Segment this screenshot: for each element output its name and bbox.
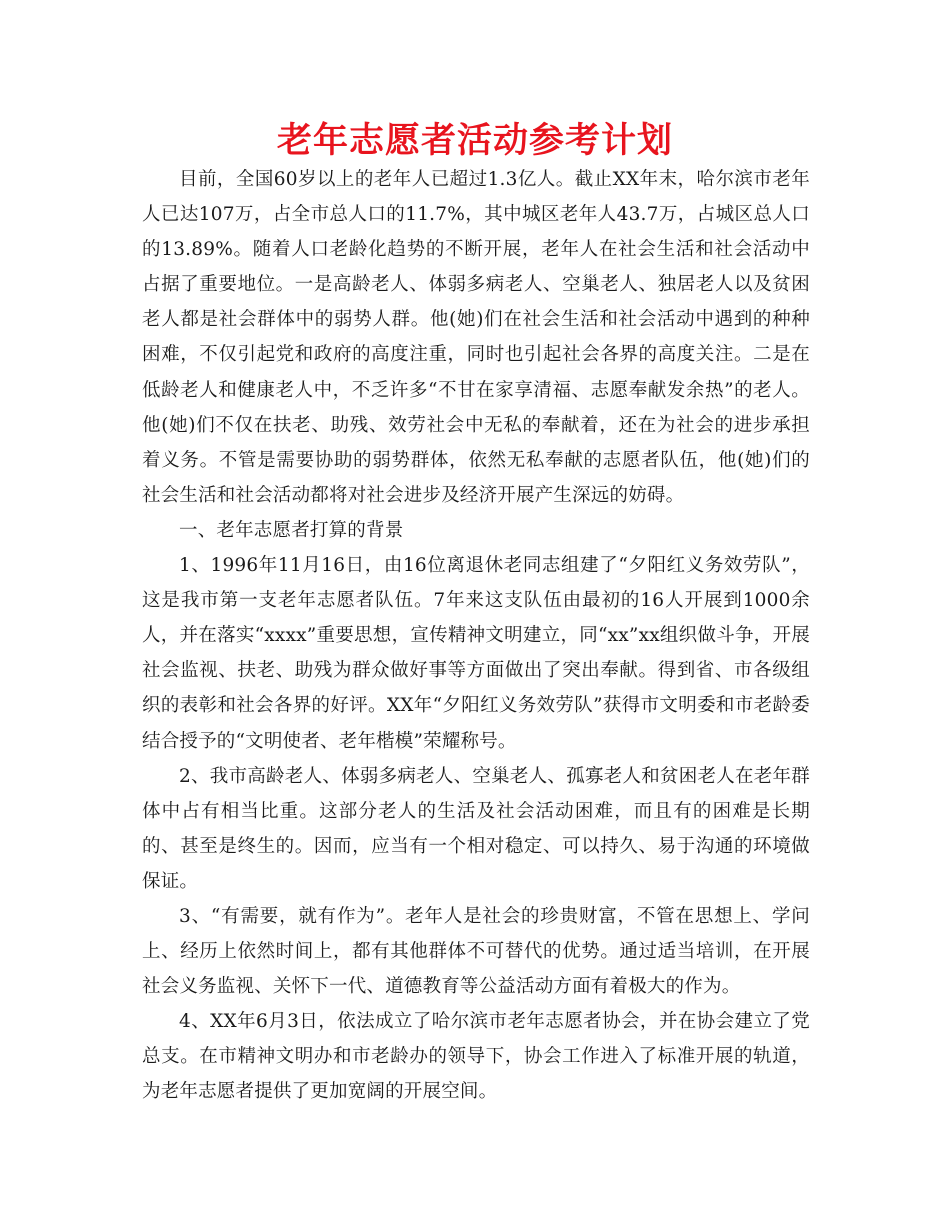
intro-paragraph: 目前，全国60岁以上的老年人已超过1.3亿人。截止XX年末，哈尔滨市老年人已达107万，占全市总人口的11.7%，其中城区老年人43.7万，占城区总人口的13.89%。随着人口老龄化趋势的不断开展，老年人在社会生活和社会活动中占据了重要地位。一是高龄老人、体弱多病老人、空巢老人、独居老人以及贫困老人都是社会群体中的弱势人群。他(她)们在社会生活和社会活动中遇到的种种困难，不仅引起党和政府的高度注重，同时也引起社会各界的高度关注。二是在低龄老人和健康老人中，不乏许多“不甘在家享清福、志愿奉献发余热”的老人。他(她)们不仅在扶老、助残、效劳社会中无私的奉献着，还在为社会的进步承担着义务。不管是需要协助的弱势群体，依然无私奉献的志愿者队伍，他(她)们的社会生活和社会活动都将对社会进步及经济开展产生深远的妨碍。 [142,169,810,506]
background-item-4: 4、XX年6月3日，依法成立了哈尔滨市老年志愿者协会，并在协会建立了党总支。在市精神文明办和市老龄办的领导下，协会工作进入了标准开展的轨道，为老年志愿者提供了更加宽阔的开展空间。 [142,1011,810,1103]
section-heading-background: 一、老年志愿者打算的背景 [179,519,404,541]
background-item-1: 1、1996年11月16日，由16位离退休老同志组建了“夕阳红义务效劳队”，这是我市第一支老年志愿者队伍。7年来这支队伍由最初的16人开展到1000余人，并在落实“xxxx”重要思想，宣传精神文明建立，同“xx”xx组织做斗争，开展社会监视、扶老、助残为群众做好事等方面做出了突出奉献。得到省、市各级组织的表彰和社会各界的好评。XX年“夕阳红义务效劳队”获得市文明委和市老龄委结合授予的“文明使者、老年楷模”荣耀称号。 [142,555,810,752]
background-item-2: 2、我市高龄老人、体弱多病老人、空巢老人、孤寡老人和贫困老人在老年群体中占有相当比重。这部分老人的生活及社会活动困难，而且有的困难是长期的、甚至是终生的。因而，应当有一个相对稳定、可以持久、易于沟通的环境做保证。 [142,765,810,892]
background-item-3: 3、“有需要，就有作为”。老年人是社会的珍贵财富，不管在思想上、学问上、经历上依然时间上，都有其他群体不可替代的优势。通过适当培训，在开展社会义务监视、关怀下一代、道德教育等公益活动方面有着极大的作为。 [142,905,810,998]
document-body [142,162,810,1110]
document-title: 老年志愿者活动参考计划 [276,121,673,161]
